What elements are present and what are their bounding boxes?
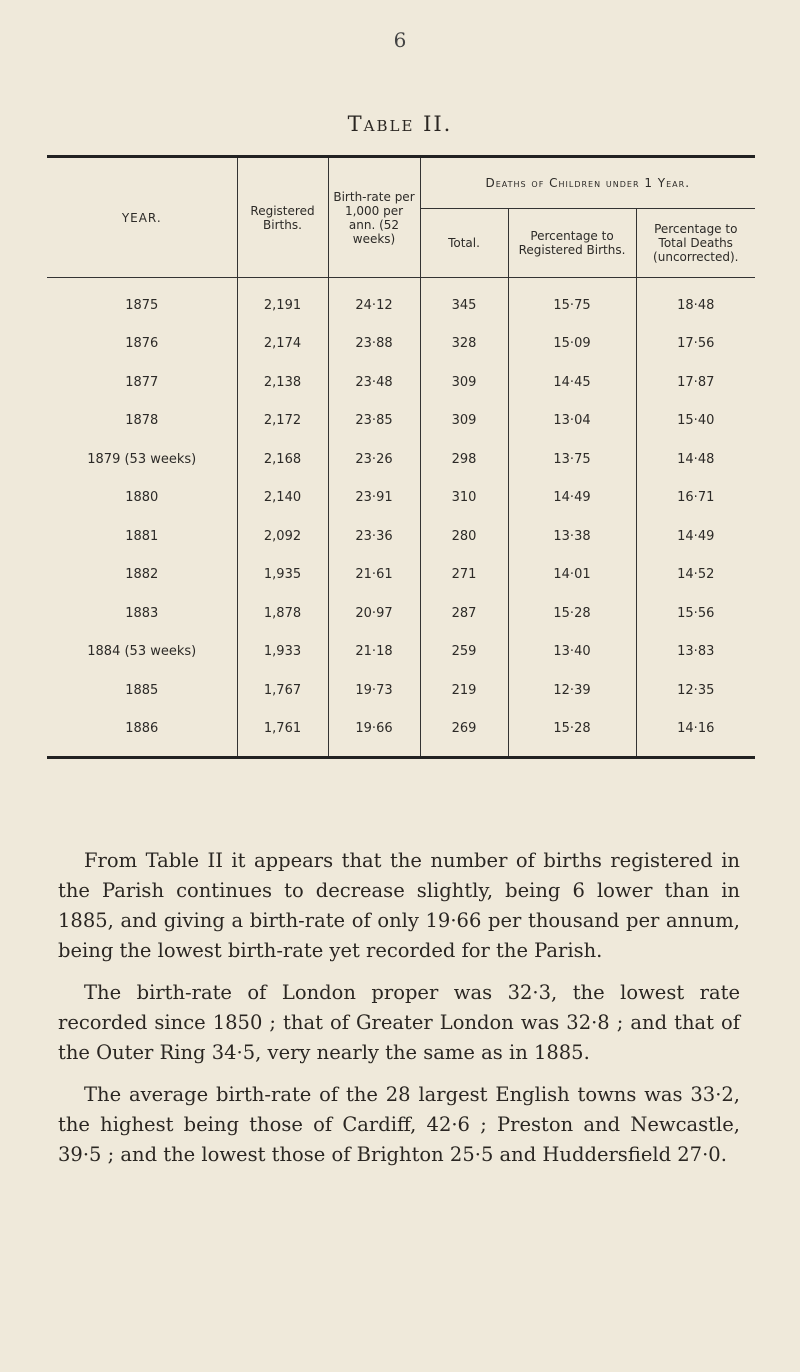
- cell-pct-deaths: 14·48: [677, 451, 715, 467]
- cell-pct-births: 13·04: [508, 402, 636, 441]
- body-text: [58, 846, 740, 1182]
- header-deaths-group: Deaths of Children under 1 Year.: [485, 176, 691, 190]
- cell-pct-deaths: 12·35: [677, 682, 715, 698]
- cell-birth-rate: 23·85: [328, 402, 420, 441]
- table-row: [47, 556, 755, 595]
- cell-year: 1884 (53 weeks): [47, 633, 237, 672]
- paragraph: From Table II it appears that the number of births registered in the Parish continues to decrease slightly, being 6 lower than in 1885, and giving a birth-rate of only 19·66 per thousand per annum, being the lowest birth-rate yet recorded for the Parish.: [58, 849, 740, 962]
- paragraph: The average birth-rate of the 28 largest English towns was 33·2, the highest being those of Cardiff, 42·6 ; Preston and Newcastle, 39·5 ; and the lowest those of Brighton 25·5 and Huddersfield 27·0.: [58, 1083, 740, 1166]
- table-title: Table II.: [347, 112, 453, 136]
- cell-pct-births: 15·09: [508, 325, 636, 364]
- table-row: [47, 671, 755, 710]
- cell-birth-rate: 23·88: [328, 325, 420, 364]
- header-deaths-total: Total.: [420, 209, 508, 278]
- cell-births: 2,140: [237, 479, 328, 518]
- header-pct-deaths: Percentage to Total Deaths (uncorrected).: [636, 209, 755, 278]
- cell-births: 1,761: [237, 710, 328, 758]
- cell-pct-deaths: 14·49: [677, 528, 715, 544]
- cell-year: 1881: [47, 517, 237, 556]
- cell-pct-deaths: 18·48: [677, 297, 715, 313]
- cell-deaths-total: 219: [420, 671, 508, 710]
- cell-pct-deaths: 14·52: [677, 567, 715, 583]
- header-year: YEAR.: [47, 157, 237, 278]
- cell-deaths-total: 309: [420, 402, 508, 441]
- table-row: [47, 517, 755, 556]
- cell-births: 1,933: [237, 633, 328, 672]
- cell-deaths-total: 280: [420, 517, 508, 556]
- cell-pct-deaths: 13·83: [677, 644, 715, 660]
- cell-births: 2,174: [237, 325, 328, 364]
- cell-year: 1883: [47, 594, 237, 633]
- cell-pct-deaths: 15·40: [677, 413, 715, 429]
- cell-births: 2,092: [237, 517, 328, 556]
- cell-deaths-total: 298: [420, 440, 508, 479]
- cell-deaths-total: 328: [420, 325, 508, 364]
- cell-year: 1877: [47, 363, 237, 402]
- cell-pct-deaths: 17·87: [677, 374, 715, 390]
- cell-pct-births: 15·28: [508, 594, 636, 633]
- cell-deaths-total: 310: [420, 479, 508, 518]
- cell-birth-rate: 21·61: [328, 556, 420, 595]
- table-body: [47, 278, 755, 758]
- cell-pct-births: 13·40: [508, 633, 636, 672]
- cell-pct-births: 14·49: [508, 479, 636, 518]
- header-registered-births: Registered Births.: [237, 157, 328, 278]
- cell-pct-births: 15·75: [508, 278, 636, 325]
- cell-birth-rate: 24·12: [328, 278, 420, 325]
- cell-birth-rate: 20·97: [328, 594, 420, 633]
- table-row: [47, 633, 755, 672]
- cell-pct-deaths: 15·56: [677, 605, 715, 621]
- cell-births: 1,767: [237, 671, 328, 710]
- cell-births: 2,168: [237, 440, 328, 479]
- cell-year: 1876: [47, 325, 237, 364]
- cell-birth-rate: 19·73: [328, 671, 420, 710]
- cell-birth-rate: 23·36: [328, 517, 420, 556]
- page-number: 6: [393, 28, 407, 52]
- cell-pct-deaths: 17·56: [677, 336, 715, 352]
- cell-pct-births: 13·38: [508, 517, 636, 556]
- header-birth-rate: Birth-rate per 1,000 per ann. (52 weeks): [328, 157, 420, 278]
- table-row: [47, 479, 755, 518]
- table-row: [47, 710, 755, 758]
- cell-pct-births: 14·45: [508, 363, 636, 402]
- cell-deaths-total: 287: [420, 594, 508, 633]
- cell-deaths-total: 271: [420, 556, 508, 595]
- cell-births: 2,138: [237, 363, 328, 402]
- cell-year: 1875: [47, 278, 237, 325]
- cell-year: 1880: [47, 479, 237, 518]
- cell-births: 2,172: [237, 402, 328, 441]
- table-row: [47, 440, 755, 479]
- cell-births: 1,878: [237, 594, 328, 633]
- cell-pct-births: 13·75: [508, 440, 636, 479]
- cell-year: 1882: [47, 556, 237, 595]
- cell-pct-deaths: 16·71: [677, 490, 715, 506]
- cell-year: 1886: [47, 710, 237, 758]
- table-row: [47, 278, 755, 325]
- cell-pct-deaths: 14·16: [677, 721, 715, 737]
- cell-deaths-total: 259: [420, 633, 508, 672]
- cell-birth-rate: 23·91: [328, 479, 420, 518]
- paragraph: The birth-rate of London proper was 32·3, the lowest rate recorded since 1850 ; that of Greater London was 32·8 ; and that of the Outer Ring 34·5, very nearly the same as in 1885.: [58, 981, 740, 1064]
- cell-birth-rate: 19·66: [328, 710, 420, 758]
- cell-pct-births: 15·28: [508, 710, 636, 758]
- cell-deaths-total: 345: [420, 278, 508, 325]
- cell-pct-births: 14·01: [508, 556, 636, 595]
- cell-year: 1885: [47, 671, 237, 710]
- table-row: [47, 594, 755, 633]
- cell-births: 1,935: [237, 556, 328, 595]
- table-row: [47, 325, 755, 364]
- cell-birth-rate: 21·18: [328, 633, 420, 672]
- births-deaths-table: [47, 155, 755, 759]
- cell-births: 2,191: [237, 278, 328, 325]
- cell-pct-births: 12·39: [508, 671, 636, 710]
- cell-deaths-total: 269: [420, 710, 508, 758]
- table-row: [47, 363, 755, 402]
- cell-birth-rate: 23·26: [328, 440, 420, 479]
- header-pct-births: Percentage to Registered Births.: [508, 209, 636, 278]
- cell-deaths-total: 309: [420, 363, 508, 402]
- table-row: [47, 402, 755, 441]
- cell-year: 1878: [47, 402, 237, 441]
- table-header: [47, 157, 755, 278]
- cell-birth-rate: 23·48: [328, 363, 420, 402]
- cell-year: 1879 (53 weeks): [47, 440, 237, 479]
